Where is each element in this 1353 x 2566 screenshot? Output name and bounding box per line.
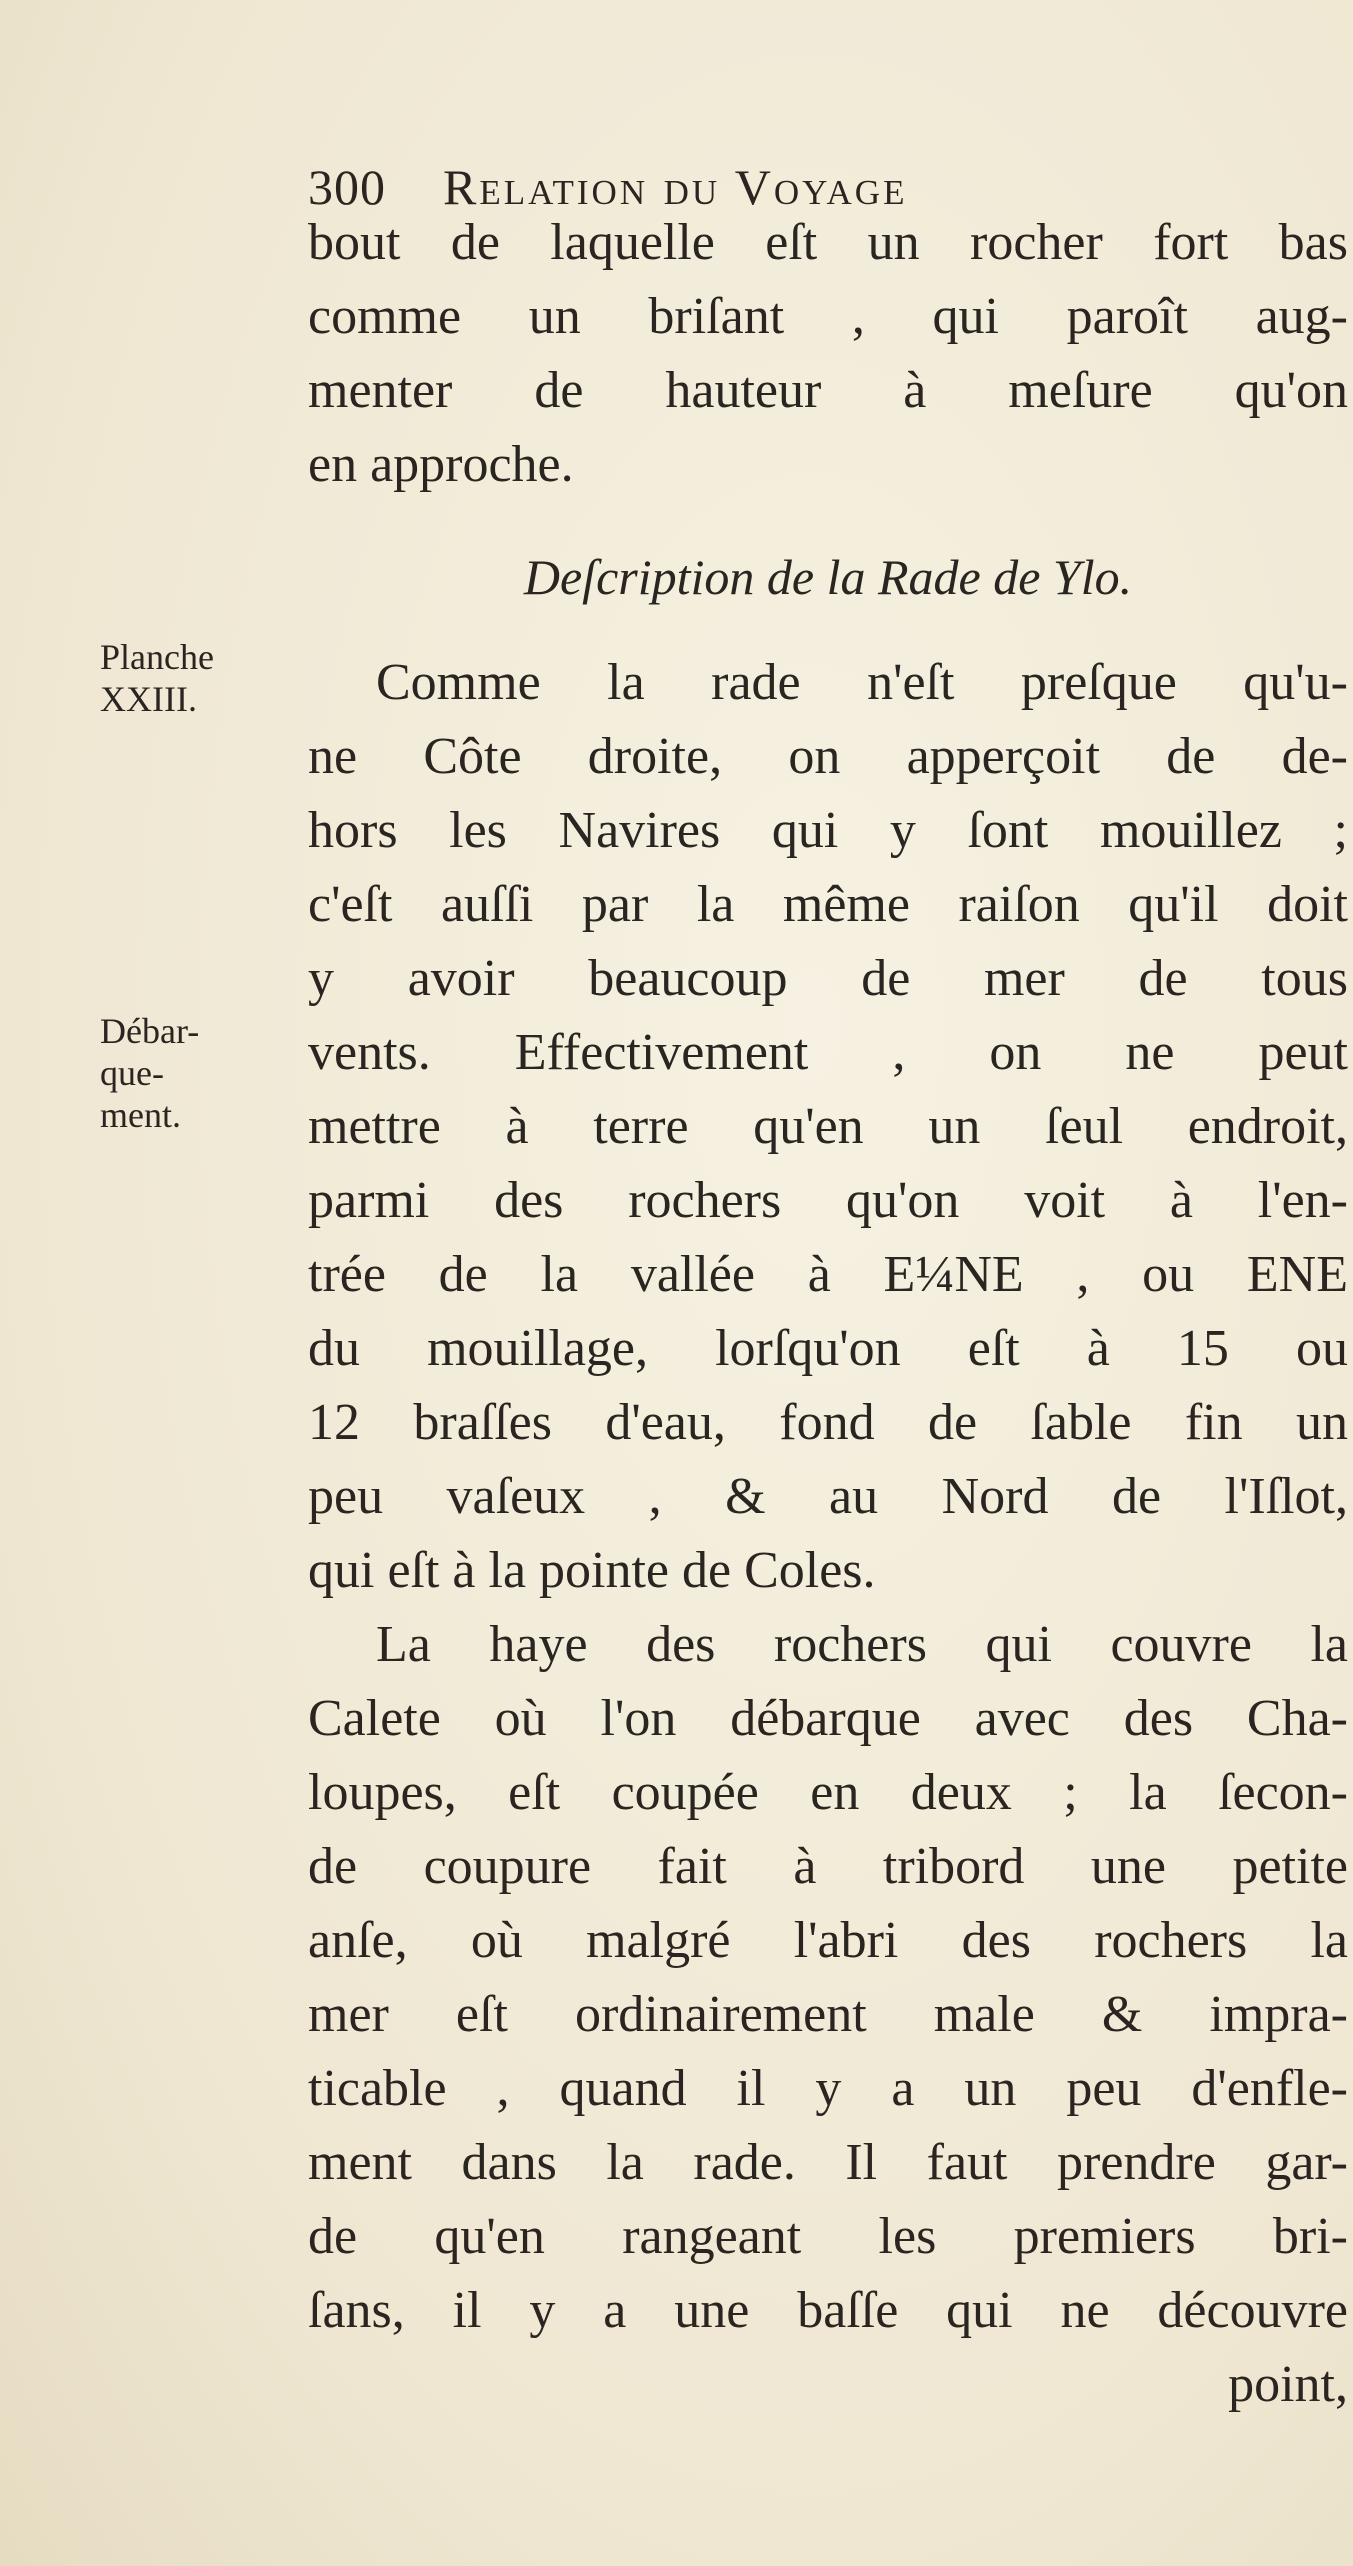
text-line: Calete où l'on débarque avec des Cha-: [308, 1690, 1348, 1747]
margin-note-line: que-: [100, 1053, 164, 1093]
text-line: c'eſt auſſi par la même raiſon qu'il doit: [308, 876, 1348, 933]
text-line: qui eſt à la pointe de Coles.: [308, 1542, 876, 1599]
text-line: La haye des rochers qui couvre la: [376, 1616, 1348, 1673]
text-line: mer eſt ordinairement male & impra-: [308, 1986, 1348, 2043]
text-line: de coupure fait à tribord une petite: [308, 1838, 1348, 1895]
margin-note-line: Débar-: [100, 1011, 200, 1051]
text-line: parmi des rochers qu'on voit à l'en-: [308, 1172, 1348, 1229]
text-line: comme un briſant , qui paroît aug-: [308, 288, 1348, 345]
body-text: [308, 646, 1348, 2422]
text-line: loupes, eſt coupée en deux ; la ſecon-: [308, 1764, 1348, 1821]
running-title: Relation du Voyage: [443, 159, 908, 215]
text-line: trée de la vallée à E¼NE , ou ENE: [308, 1246, 1348, 1303]
text-line: anſe, où malgré l'abri des rochers la: [308, 1912, 1348, 1969]
page-number: 300: [308, 159, 386, 215]
text-line: vents. Effectivement , on ne peut: [308, 1024, 1348, 1081]
margin-note-line: Planche: [100, 637, 214, 677]
text-line: en approche.: [308, 436, 574, 493]
margin-note-debarquement: [100, 1010, 290, 1136]
text-line: ſans, il y a une baſſe qui ne découvre: [308, 2282, 1348, 2339]
text-line: menter de hauteur à meſure qu'on: [308, 362, 1348, 419]
text-line: mettre à terre qu'en un ſeul endroit,: [308, 1098, 1348, 1155]
text-line: ticable , quand il y a un peu d'enfle-: [308, 2060, 1348, 2117]
text-line: hors les Navires qui y ſont mouillez ;: [308, 802, 1348, 859]
catchword: point,: [1228, 2356, 1348, 2413]
text-line: de qu'en rangeant les premiers bri-: [308, 2208, 1348, 2265]
section-heading: Deſcription de la Rade de Ylo.: [523, 549, 1133, 605]
text-line: peu vaſeux , & au Nord de l'Iſlot,: [308, 1468, 1348, 1525]
text-line: Comme la rade n'eſt preſque qu'u-: [376, 654, 1348, 711]
margin-note-line: XXIII.: [100, 679, 197, 719]
intro-paragraph: [308, 206, 1348, 502]
text-line: 12 braſſes d'eau, fond de ſable fin un: [308, 1394, 1348, 1451]
margin-note-line: ment.: [100, 1095, 181, 1135]
text-line: y avoir beaucoup de mer de tous: [308, 950, 1348, 1007]
text-line: ment dans la rade. Il faut prendre gar-: [308, 2134, 1348, 2191]
text-line: ne Côte droite, on apperçoit de de-: [308, 728, 1348, 785]
text-line: du mouillage, lorſqu'on eſt à 15 ou: [308, 1320, 1348, 1377]
margin-note-planche: [100, 636, 290, 720]
text-line: bout de laquelle eſt un rocher fort bas: [308, 214, 1348, 271]
